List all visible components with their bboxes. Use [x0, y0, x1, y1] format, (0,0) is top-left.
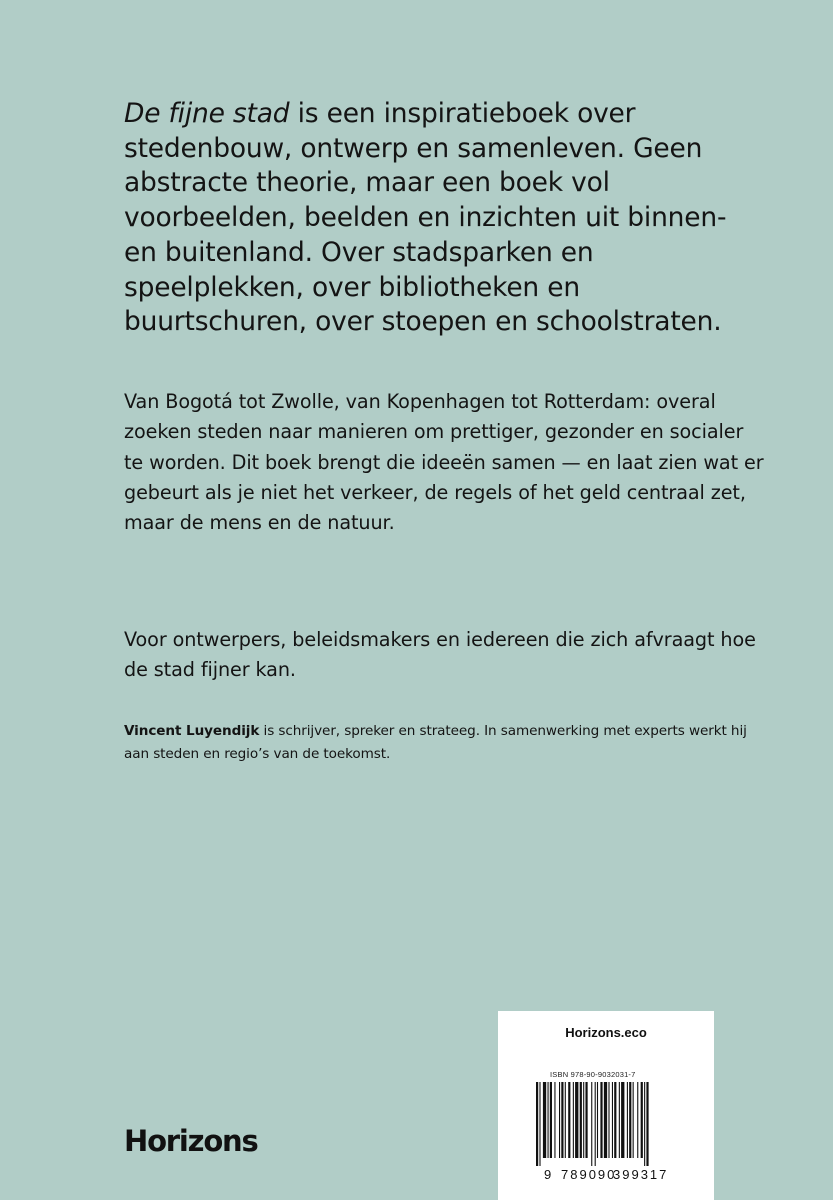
barcode-bar [621, 1082, 624, 1158]
author-name: Vincent Luyendijk [124, 723, 260, 739]
publisher-logo: Horizons [124, 1124, 258, 1158]
barcode-digits-right: 399317 [613, 1167, 669, 1182]
barcode-bar [591, 1082, 592, 1166]
barcode-bar [637, 1082, 638, 1158]
body-paragraph-audience: Voor ontwerpers, beleidsmakers en iedereen die zich afvraagt hoe de stad fijner kan. [124, 628, 756, 682]
barcode-bar [614, 1082, 616, 1158]
barcode-bar [595, 1082, 596, 1166]
barcode-digit-first: 9 [544, 1167, 554, 1182]
barcode-bar [583, 1082, 584, 1158]
barcode-bar [573, 1082, 574, 1158]
barcode-bar [608, 1082, 609, 1158]
barcode-bar [550, 1082, 552, 1158]
barcode-bar [543, 1082, 546, 1158]
author-bio [124, 720, 764, 766]
book-title-italic: De fijne stad [124, 98, 290, 129]
body-paragraph-cities: Van Bogotá tot Zwolle, van Kopenhagen tot Rotterdam: overal zoeken steden naar manieren om prettiger, gezonder en socialer te worden. Dit boek brengt die ideeën samen — en laat zien wat er gebeurt als je niet het verkeer, de regels of het geld centraal zet, maar de mens en de natuur. [124, 390, 764, 535]
barcode-panel [498, 1011, 714, 1200]
intro-text: is een inspiratieboek over stedenbouw, ontwerp en samenleven. Geen abstracte theorie, maar een boek vol voorbeelden, beelden en inzichten uit binnen- en buitenland. Over stadsparken en speelplekken, over bibliotheken en buurtschuren, over stoepen en schoolstraten. [124, 98, 727, 338]
barcode-bar [565, 1082, 566, 1158]
barcode-bar [585, 1082, 587, 1158]
barcode-bar [597, 1082, 598, 1158]
barcode-bar [559, 1082, 560, 1158]
barcode-bar [580, 1082, 582, 1158]
barcode-bar [627, 1082, 628, 1158]
barcode-digits-left: 789090 [561, 1167, 617, 1182]
barcode-bar [539, 1082, 540, 1166]
barcode-bar [600, 1082, 602, 1158]
barcode-bar [561, 1082, 563, 1158]
barcode-bar [612, 1082, 613, 1158]
barcode-bar [633, 1082, 634, 1158]
barcode-bar [629, 1082, 631, 1158]
barcode-bars [536, 1082, 694, 1166]
author-bio-text: is schrijver, spreker en strateeg. In samenwerking met experts werkt hij aan steden en regio’s van de toekomst. [124, 723, 747, 762]
barcode-bar [548, 1082, 549, 1158]
barcode-bar [644, 1082, 645, 1166]
barcode-bar [554, 1082, 555, 1158]
barcode-bar [568, 1082, 570, 1158]
barcode-bar [619, 1082, 620, 1158]
intro-paragraph [124, 97, 764, 340]
publisher-website: Horizons.eco [565, 1025, 647, 1040]
barcode-bar [641, 1082, 643, 1158]
barcode-bar [604, 1082, 607, 1158]
barcode-bar [646, 1082, 648, 1166]
isbn-label: ISBN 978-90-9032031-7 [550, 1070, 636, 1079]
barcode-bar [536, 1082, 538, 1166]
barcode-bar [575, 1082, 578, 1158]
